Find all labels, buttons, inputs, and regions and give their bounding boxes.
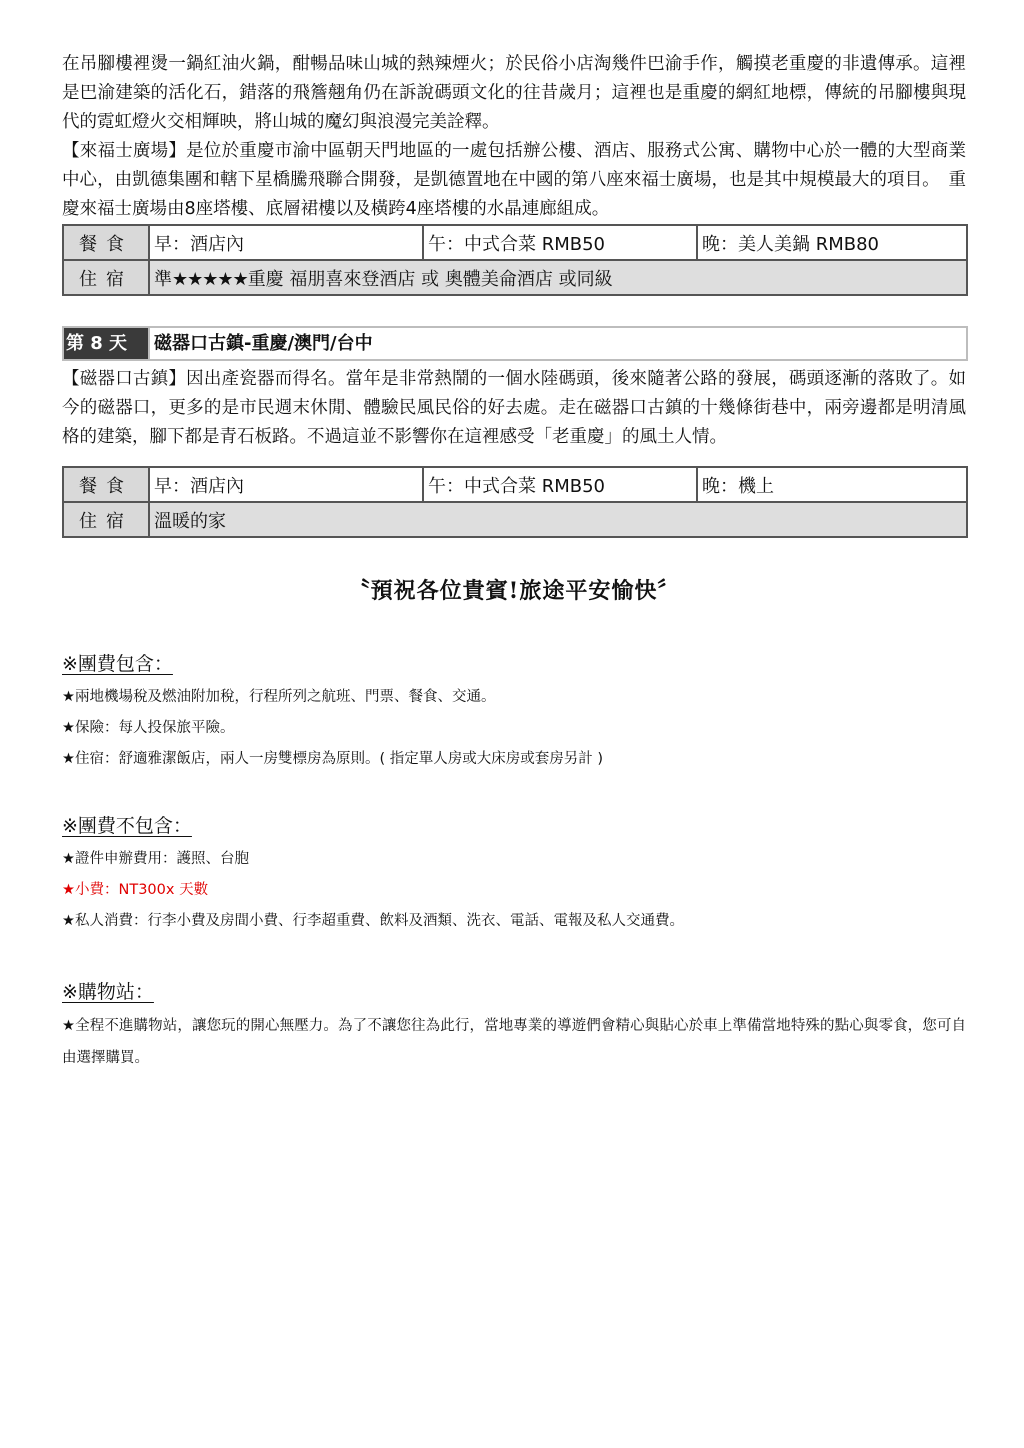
intro-paragraph-1: 在吊腳樓裡燙一鍋紅油火鍋，酣暢品味山城的熱辣煙火；於民俗小店淘幾件巴渝手作，觸摸老重慶的非遺傳承。這裡是巴渝建築的活化石，錯落的飛簷翹角仍在訴說碼頭文化的往昔歲月；這裡也是重慶的網紅地標，傳統的吊腳樓與現代的霓虹燈火交相輝映，將山城的魔幻與浪漫完美詮釋。 <box>62 54 966 132</box>
includes-section <box>62 649 966 775</box>
includes-item: ★保險：每人投保旅平險。 <box>62 720 235 736</box>
shopping-section <box>62 977 966 1074</box>
meals-stay-table-1 <box>62 224 968 296</box>
stay-hotels: 重慶 福朋喜來登酒店 或 奧體美侖酒店 或同級 <box>247 268 613 290</box>
lunch-cell: 午：中式合菜 RMB50 <box>423 225 697 260</box>
stay-row <box>63 502 967 537</box>
day-8-paragraph: 【磁器口古鎮】因出產瓷器而得名。當年是非常熱鬧的一個水陸碼頭，後來隨著公路的發展，碼頭逐漸的落敗了。如今的磁器口，更多的是市民週末休閒、體驗民風民俗的好去處。走在磁器口古鎮的十幾條街巷中，兩旁邊都是明清風格的建築，腳下都是青石板路。不過這並不影響你在這裡感受「老重慶」的風土人情。 <box>62 369 966 447</box>
excludes-item: ★私人消費：行李小費及房間小費、行李超重費、飲料及酒類、洗衣、電話、電報及私人交通費。 <box>62 913 684 929</box>
stay-label: 住宿 <box>63 502 149 537</box>
excludes-title: ※團費不包含： <box>62 815 192 837</box>
day-title: 磁器口古鎮-重慶/澳門/台中 <box>148 328 373 359</box>
includes-title: ※團費包含： <box>62 653 173 675</box>
stay-cell: 溫暖的家 <box>149 502 967 537</box>
farewell-wish: 〝預祝各位貴賓!旅途平安愉快〞 <box>347 578 681 604</box>
includes-item: ★住宿：舒適雅潔飯店，兩人一房雙標房為原則。( 指定單人房或大床房或套房另計 ) <box>62 751 604 767</box>
dinner-cell: 晚：機上 <box>697 467 967 502</box>
stay-label: 住宿 <box>63 260 149 295</box>
itinerary-page <box>62 50 966 1074</box>
meal-label: 餐食 <box>63 225 149 260</box>
intro-paragraph-2: 【來福士廣場】是位於重慶市渝中區朝天門地區的一處包括辦公樓、酒店、服務式公寓、購物中心於一體的大型商業中心，由凱德集團和轄下星橋騰飛聯合開發，是凱德置地在中國的第八座來福士廣場，也是其中規模最大的項目。 重慶來福士廣場由8座塔樓、底層裙樓以及橫跨4座塔樓的水晶連廊組成。 <box>62 141 966 219</box>
shopping-title: ※購物站： <box>62 981 154 1003</box>
meals-stay-table-2 <box>62 466 968 538</box>
includes-item: ★兩地機場稅及燃油附加稅，行程所列之航班、門票、餐食、交通。 <box>62 689 496 705</box>
tip-item: ★小費：NT300x 天數 <box>62 882 209 898</box>
stay-row <box>63 260 967 295</box>
meals-row <box>63 467 967 502</box>
star-rating-icon: ★★★★★ <box>172 268 248 290</box>
dinner-cell: 晚：美人美鍋 RMB80 <box>697 225 967 260</box>
stay-prefix: 準 <box>154 268 172 290</box>
breakfast-cell: 早：酒店內 <box>149 225 423 260</box>
excludes-item: ★證件申辦費用：護照、台胞 <box>62 851 249 867</box>
shopping-item: ★全程不進購物站，讓您玩的開心無壓力。為了不讓您往為此行，當地專業的導遊們會精心與貼心於車上準備當地特殊的點心與零食，您可自由選擇購買。 <box>62 1018 966 1066</box>
day-8-header <box>62 326 968 361</box>
excludes-section <box>62 811 966 937</box>
breakfast-cell: 早：酒店內 <box>149 467 423 502</box>
lunch-cell: 午：中式合菜 RMB50 <box>423 467 697 502</box>
stay-cell <box>149 260 967 295</box>
day-number: 第 8 天 <box>64 328 148 359</box>
meal-label: 餐食 <box>63 467 149 502</box>
meals-row <box>63 225 967 260</box>
